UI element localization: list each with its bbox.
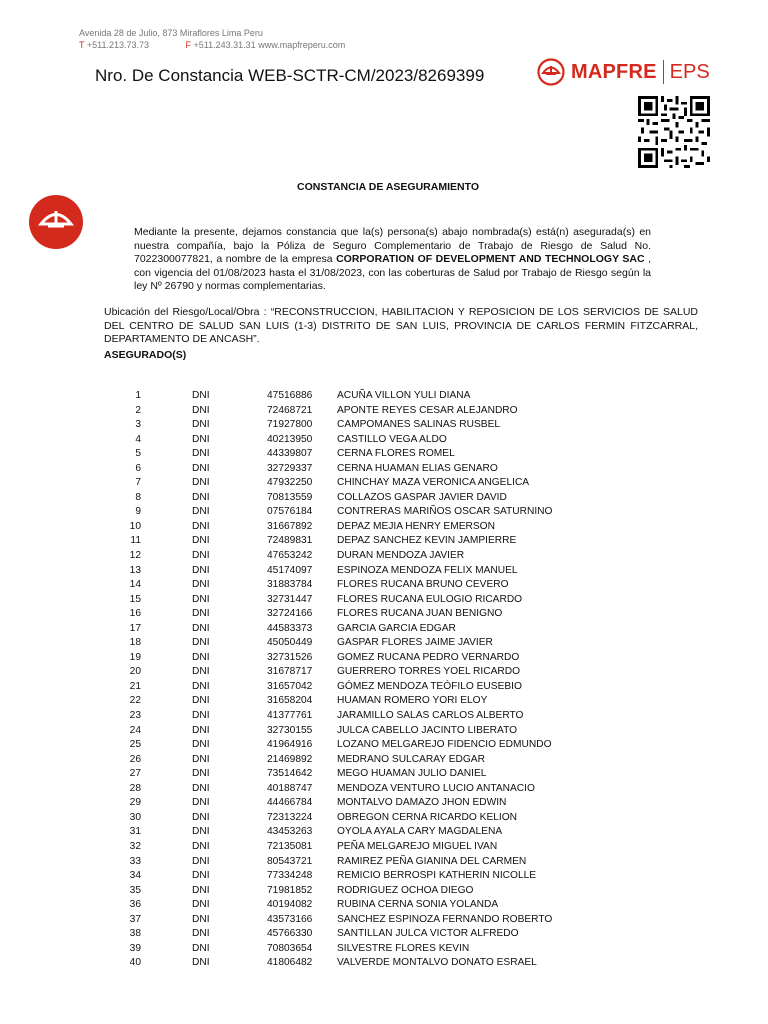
- document-number: 72313224: [267, 811, 313, 823]
- row-number: 27: [129, 768, 141, 780]
- document-type: DNI: [192, 404, 210, 416]
- list-item: [0, 622, 768, 637]
- document-number: 73514642: [267, 768, 313, 780]
- row-number: 16: [129, 608, 141, 620]
- list-item: [0, 534, 768, 549]
- company-contacts: [79, 39, 345, 51]
- row-number: 23: [129, 710, 141, 722]
- document-number: 41377761: [267, 710, 313, 722]
- list-item: [0, 767, 768, 782]
- insured-name: RAMIREZ PEÑA GIANINA DEL CARMEN: [337, 855, 527, 867]
- row-number: 39: [129, 942, 141, 954]
- certificate-number-title: Nro. De Constancia WEB-SCTR-CM/2023/8269399: [95, 66, 485, 85]
- row-number: 25: [129, 739, 141, 751]
- document-type: DNI: [192, 622, 210, 634]
- row-number: 21: [129, 680, 141, 692]
- row-number: 36: [129, 899, 141, 911]
- row-number: 11: [130, 535, 141, 547]
- row-number: 33: [129, 855, 141, 867]
- document-type: DNI: [192, 593, 210, 605]
- row-number: 38: [129, 928, 141, 940]
- insured-name: GARCIA GARCIA EDGAR: [337, 622, 456, 634]
- list-item: [0, 913, 768, 928]
- row-number: 8: [135, 491, 141, 503]
- document-type: DNI: [192, 491, 210, 503]
- document-number: 45174097: [267, 564, 313, 576]
- list-item: [0, 505, 768, 520]
- insured-name: PEÑA MELGAREJO MIGUEL IVAN: [337, 840, 498, 852]
- document-number: 72489831: [267, 535, 313, 547]
- list-item: [0, 549, 768, 564]
- row-number: 30: [129, 811, 141, 823]
- insured-name: CERNA FLORES ROMEL: [337, 448, 455, 460]
- document-type: DNI: [192, 855, 210, 867]
- row-number: 6: [135, 462, 141, 474]
- insured-name: CONTRERAS MARIÑOS OSCAR SATURNINO: [337, 506, 553, 518]
- insured-name: SANTILLAN JULCA VICTOR ALFREDO: [337, 928, 519, 940]
- list-item: [0, 855, 768, 870]
- insured-name: MENDOZA VENTURO LUCIO ANTANACIO: [337, 782, 535, 794]
- document-number: 43573166: [267, 913, 313, 925]
- list-item: [0, 680, 768, 695]
- qr-code-icon: [638, 96, 710, 168]
- document-type: DNI: [192, 390, 210, 401]
- row-number: 26: [129, 753, 141, 765]
- row-number: 14: [129, 579, 141, 591]
- document-number: 32731447: [267, 593, 313, 605]
- insured-name: MONTALVO DAMAZO JHON EDWIN: [337, 797, 507, 809]
- row-number: 34: [129, 870, 141, 882]
- document-number: 40188747: [267, 782, 313, 794]
- document-number: 71927800: [267, 419, 313, 431]
- document-type: DNI: [192, 942, 210, 954]
- document-heading: CONSTANCIA DE ASEGURAMIENTO: [296, 181, 479, 193]
- row-number: 32: [129, 840, 141, 852]
- document-number: 70803654: [267, 942, 313, 954]
- insured-section-label: ASEGURADO(S): [104, 349, 187, 361]
- document-type: DNI: [192, 710, 210, 722]
- row-number: 13: [129, 564, 141, 576]
- insured-name: SILVESTRE FLORES KEVIN: [337, 942, 470, 954]
- document-type: DNI: [192, 462, 210, 474]
- document-type: DNI: [192, 797, 210, 809]
- insured-name: RODRIGUEZ OCHOA DIEGO: [337, 884, 474, 896]
- insured-name: ESPINOZA MENDOZA FELIX MANUEL: [337, 564, 518, 576]
- list-item: [0, 418, 768, 433]
- document-type: DNI: [192, 448, 210, 460]
- list-item: [0, 447, 768, 462]
- paragraph-validity: , con vigencia del 01/08/2023 hasta el 31/08/2023, con las coberturas de Salud por Trabajo de Riesgo según la ley Nº 26790 y normas complementarias.: [134, 253, 652, 292]
- document-number: 44583373: [267, 622, 313, 634]
- row-number: 3: [135, 419, 141, 431]
- document-type: DNI: [192, 651, 210, 663]
- document-number: 72135081: [267, 840, 313, 852]
- row-number: 10: [129, 520, 141, 532]
- document-type: DNI: [192, 535, 210, 547]
- document-type: DNI: [192, 666, 210, 678]
- list-item: [0, 578, 768, 593]
- insured-name: COLLAZOS GASPAR JAVIER DAVID: [337, 491, 507, 503]
- document-number: 41964916: [267, 739, 313, 751]
- list-item: [0, 491, 768, 506]
- insured-name: CASTILLO VEGA ALDO: [337, 433, 447, 445]
- coverage-paragraph: [134, 226, 651, 294]
- list-item: [0, 724, 768, 739]
- document-type: DNI: [192, 433, 210, 445]
- document-type: DNI: [192, 753, 210, 765]
- logo-brand: MAPFRE: [571, 60, 657, 83]
- list-item: [0, 665, 768, 680]
- list-item: [0, 796, 768, 811]
- list-item: [0, 694, 768, 709]
- row-number: 18: [129, 637, 141, 649]
- document-type: DNI: [192, 419, 210, 431]
- row-number: 4: [135, 433, 141, 445]
- document-number: 31657042: [267, 680, 313, 692]
- insured-name: VALVERDE MONTALVO DONATO ESRAEL: [337, 957, 537, 969]
- document-number: 47516886: [267, 390, 313, 401]
- row-number: 40: [129, 957, 141, 969]
- row-number: 17: [129, 622, 141, 634]
- list-item: [0, 462, 768, 477]
- insured-name: FLORES RUCANA JUAN BENIGNO: [337, 608, 503, 620]
- mapfre-emblem-icon: [537, 58, 565, 86]
- row-number: 37: [129, 913, 141, 925]
- insured-name: CERNA HUAMAN ELIAS GENARO: [337, 462, 498, 474]
- insured-name: HUAMAN ROMERO YORI ELOY: [337, 695, 488, 707]
- document-number: 72468721: [267, 404, 313, 416]
- phone-prefix: T: [79, 40, 85, 50]
- document-number: 31667892: [267, 520, 313, 532]
- row-number: 19: [129, 651, 141, 663]
- insured-name: RUBINA CERNA SONIA YOLANDA: [337, 899, 499, 911]
- company-address-block: [79, 27, 345, 51]
- document-number: 71981852: [267, 884, 313, 896]
- document-type: DNI: [192, 913, 210, 925]
- document-type: DNI: [192, 506, 210, 518]
- row-number: 9: [135, 506, 141, 518]
- risk-location: Ubicación del Riesgo/Local/Obra : “RECONSTRUCCION, HABILITACION Y REPOSICION DE LOS SERVICIOS DE SALUD DEL CENTRO DE SALUD SAN LUIS (1-3) DISTRITO DE SAN LUIS, PROVINCIA DE CARLOS FERMIN FITZCARRAL, DEPARTAMENTO DE ANCASH”.: [104, 306, 698, 345]
- insured-name: GASPAR FLORES JAIME JAVIER: [337, 637, 493, 649]
- insured-name: APONTE REYES CESAR ALEJANDRO: [337, 404, 518, 416]
- list-item: [0, 782, 768, 797]
- list-item: [0, 564, 768, 579]
- document-type: DNI: [192, 477, 210, 489]
- phone-number: +511.213.73.73: [86, 40, 150, 50]
- document-number: 44339807: [267, 448, 313, 460]
- insured-name: DURAN MENDOZA JAVIER: [337, 550, 465, 562]
- insured-name: OBREGON CERNA RICARDO KELION: [337, 811, 518, 823]
- document-number: 47932250: [267, 477, 313, 489]
- insured-name: FLORES RUCANA EULOGIO RICARDO: [337, 593, 523, 605]
- insured-name: MEGO HUAMAN JULIO DANIEL: [337, 768, 487, 780]
- list-item: [0, 956, 768, 971]
- company-name: CORPORATION OF DEVELOPMENT AND TECHNOLOGY SAC: [336, 253, 645, 265]
- document-number: 32731526: [267, 651, 313, 663]
- mapfre-eps-logo: [537, 58, 710, 86]
- row-number: 1: [135, 390, 141, 401]
- document-type: DNI: [192, 782, 210, 794]
- row-number: 29: [129, 797, 141, 809]
- list-item: [0, 433, 768, 448]
- logo-product: EPS: [669, 60, 710, 83]
- document-number: 47653242: [267, 550, 313, 562]
- row-number: 12: [129, 550, 141, 562]
- document-type: DNI: [192, 826, 210, 838]
- document-type: DNI: [192, 884, 210, 896]
- list-item: [0, 389, 768, 404]
- document-number: 40194082: [267, 899, 313, 911]
- document-number: 31658204: [267, 695, 313, 707]
- list-item: [0, 520, 768, 535]
- row-number: 7: [135, 477, 141, 489]
- mapfre-side-emblem-icon: [29, 195, 83, 249]
- document-type: DNI: [192, 957, 210, 969]
- document-type: DNI: [192, 608, 210, 620]
- document-number: 32729337: [267, 462, 313, 474]
- insured-name: MEDRANO SULCARAY EDGAR: [337, 753, 485, 765]
- document-number: 70813559: [267, 491, 313, 503]
- insured-name: GÓMEZ MENDOZA TEÓFILO EUSEBIO: [337, 680, 522, 692]
- fax-prefix: F: [185, 40, 192, 50]
- list-item: [0, 636, 768, 651]
- list-item: [0, 738, 768, 753]
- list-item: [0, 869, 768, 884]
- list-item: [0, 753, 768, 768]
- document-type: DNI: [192, 840, 210, 852]
- document-number: 43453263: [267, 826, 313, 838]
- logo-divider: [663, 60, 664, 84]
- row-number: 31: [129, 826, 141, 838]
- list-item: [0, 825, 768, 840]
- list-item: [0, 651, 768, 666]
- insured-name: DEPAZ MEJIA HENRY EMERSON: [337, 520, 495, 532]
- row-number: 20: [129, 666, 141, 678]
- list-item: [0, 898, 768, 913]
- insured-name: ACUÑA VILLON YULI DIANA: [337, 390, 471, 401]
- document-number: 31883784: [267, 579, 313, 591]
- insured-name: JARAMILLO SALAS CARLOS ALBERTO: [337, 710, 524, 722]
- row-number: 2: [135, 404, 141, 416]
- insured-name: CHINCHAY MAZA VERONICA ANGELICA: [337, 477, 530, 489]
- document-type: DNI: [192, 870, 210, 882]
- list-item: [0, 884, 768, 899]
- document-type: DNI: [192, 637, 210, 649]
- document-number: 77334248: [267, 870, 313, 882]
- insured-name: REMICIO BERROSPI KATHERIN NICOLLE: [337, 870, 537, 882]
- list-item: [0, 927, 768, 942]
- document-number: 40213950: [267, 433, 313, 445]
- document-number: 32724166: [267, 608, 313, 620]
- row-number: 5: [135, 448, 141, 460]
- document-number: 32730155: [267, 724, 313, 736]
- document-type: DNI: [192, 520, 210, 532]
- document-type: DNI: [192, 899, 210, 911]
- row-number: 15: [129, 593, 141, 605]
- document-number: 45050449: [267, 637, 313, 649]
- insured-name: CAMPOMANES SALINAS RUSBEL: [337, 419, 501, 431]
- document-type: DNI: [192, 695, 210, 707]
- insured-name: GOMEZ RUCANA PEDRO VERNARDO: [337, 651, 520, 663]
- row-number: 24: [129, 724, 141, 736]
- document-number: 07576184: [267, 506, 313, 518]
- document-number: 31678717: [267, 666, 313, 678]
- document-type: DNI: [192, 680, 210, 692]
- document-number: 41806482: [267, 957, 313, 969]
- row-number: 35: [129, 884, 141, 896]
- insured-name: SANCHEZ ESPINOZA FERNANDO ROBERTO: [337, 913, 553, 925]
- insured-name: JULCA CABELLO JACINTO LIBERATO: [337, 724, 518, 736]
- insured-name: DEPAZ SANCHEZ KEVIN JAMPIERRE: [337, 535, 517, 547]
- document-number: 44466784: [267, 797, 313, 809]
- document-number: 45766330: [267, 928, 313, 940]
- insured-name: OYOLA AYALA CARY MAGDALENA: [337, 826, 503, 838]
- row-number: 28: [129, 782, 141, 794]
- document-type: DNI: [192, 564, 210, 576]
- list-item: [0, 593, 768, 608]
- document-type: DNI: [192, 768, 210, 780]
- list-item: [0, 840, 768, 855]
- list-item: [0, 811, 768, 826]
- document-type: DNI: [192, 928, 210, 940]
- row-number: 22: [129, 695, 141, 707]
- document-type: DNI: [192, 724, 210, 736]
- list-item: [0, 476, 768, 491]
- paragraph-intro: Mediante la presente, dejamos constancia que la(s) persona(s) abajo nombrada(s) está(n) asegurada(s) en nuestra compañía, bajo la Póliza de Seguro Complementario de Trabajo de Riesgo de Salud No. 7022300077821, a nombre de la empresa: [134, 226, 651, 265]
- document-type: DNI: [192, 739, 210, 751]
- document-type: DNI: [192, 811, 210, 823]
- insured-name: FLORES RUCANA BRUNO CEVERO: [337, 579, 509, 591]
- insured-list: [0, 389, 768, 971]
- list-item: [0, 607, 768, 622]
- document-number: 80543721: [267, 855, 313, 867]
- document-type: DNI: [192, 579, 210, 591]
- fax-and-website: +511.243.31.31 www.mapfreperu.com: [193, 40, 346, 50]
- list-item: [0, 942, 768, 957]
- company-address: Avenida 28 de Julio, 873 Miraflores Lima Peru: [79, 28, 263, 38]
- list-item: [0, 709, 768, 724]
- document-number: 21469892: [267, 753, 313, 765]
- insured-name: LOZANO MELGAREJO FIDENCIO EDMUNDO: [337, 739, 552, 751]
- insured-name: GUERRERO TORRES YOEL RICARDO: [337, 666, 521, 678]
- document-type: DNI: [192, 550, 210, 562]
- list-item: [0, 404, 768, 419]
